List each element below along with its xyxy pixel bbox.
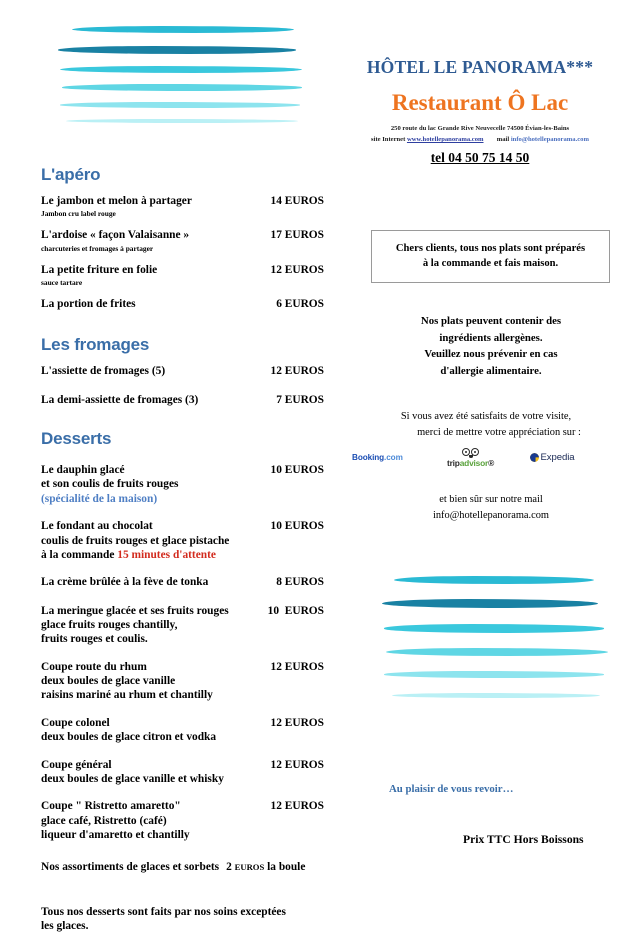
brush-artwork-bottom xyxy=(378,570,610,730)
menu-item-sub: charcuteries et fromages à partager xyxy=(41,243,154,253)
menu-item xyxy=(41,575,324,589)
trip-part-a: trip xyxy=(447,457,460,468)
menu-item-name: Le dauphin glacé xyxy=(41,464,125,477)
menu-item xyxy=(41,364,324,378)
menu-item-desc: et son coulis de fruits rouges xyxy=(41,478,179,491)
menu-item-sub: sauce tartare xyxy=(41,278,83,288)
menu-item-desc: fruits rouges et coulis. xyxy=(41,633,148,646)
address-block xyxy=(330,124,630,145)
mail-label: mail xyxy=(496,136,510,144)
menu-item-note: (spécialité de la maison) xyxy=(41,492,158,505)
menu-item-name: Coupe général xyxy=(41,758,112,771)
assortment-suffix: la boule xyxy=(264,861,306,874)
allergy-line-2: ingrédients allergènes. xyxy=(439,331,543,344)
menu-item xyxy=(41,519,324,562)
menu-item-desc: liqueur d'amaretto et chantilly xyxy=(41,828,190,841)
menu-item-name: Le fondant au chocolat xyxy=(41,520,153,533)
menu-item-note: 15 minutes d'attente xyxy=(117,548,216,561)
expedia-logo-text: Expedia xyxy=(540,452,575,463)
menu-item-name: La petite friture en folie xyxy=(41,263,158,276)
menu-item-price: 17 EUROS xyxy=(270,229,324,242)
footnote-line-1: Tous nos desserts sont faits par nos soins exceptées xyxy=(41,905,286,918)
menu-item xyxy=(41,604,324,647)
tripadvisor-logo[interactable] xyxy=(447,448,494,468)
desserts-footnote xyxy=(41,905,324,934)
restaurant-name: Restaurant Ô Lac xyxy=(391,90,569,116)
menu-item xyxy=(41,263,324,288)
menu-item xyxy=(41,758,324,787)
section-heading-desserts: Desserts xyxy=(41,429,112,449)
owl-icon xyxy=(462,448,479,457)
menu-item-desc: deux boules de glace vanille xyxy=(41,675,176,688)
menu-item-name: La meringue glacée et ses fruits rouges xyxy=(41,604,229,617)
menu-item-name: Coupe route du rhum xyxy=(41,660,147,673)
booking-dot: .com xyxy=(384,453,403,462)
menu-item-desc: deux boules de glace citron et vodka xyxy=(41,731,217,744)
allergy-line-3: Veuillez nous prévenir en cas xyxy=(424,348,558,361)
notice-line-1: Chers clients, tous nos plats sont préparés xyxy=(395,243,586,255)
mail-line-2[interactable]: info@hotellepanorama.com xyxy=(432,510,550,522)
assortment-price xyxy=(226,861,305,873)
allergy-line-4: d'allergie alimentaire. xyxy=(440,365,542,378)
address-line: 250 route du lac Grande Rive Neuvecelle 74500 Évian-les-Bains xyxy=(390,124,570,132)
review-site-logos xyxy=(352,448,614,474)
menu-item-price: 8 EUROS xyxy=(276,576,324,589)
menu-item-name: Le jambon et melon à partager xyxy=(41,195,192,207)
trip-part-b: advisor xyxy=(459,457,489,468)
menu-item-price: 12 EUROS xyxy=(270,365,324,378)
menu-item-sub: Jambon cru label rouge xyxy=(41,209,116,219)
menu-item-price: 6 EUROS xyxy=(276,298,324,311)
trip-part-c: ® xyxy=(488,457,495,468)
menu-item-note-line xyxy=(41,548,324,562)
review-line-1: Si vous avez été satisfaits de votre visite, xyxy=(400,411,572,422)
mail-invitation xyxy=(366,492,616,524)
menu-item xyxy=(41,393,324,407)
menu-item-price: 12 EUROS xyxy=(270,716,324,729)
review-request xyxy=(348,409,624,441)
hotel-name: HÔTEL LE PANORAMA*** xyxy=(366,57,594,77)
menu-item xyxy=(41,716,324,745)
section-heading-fromages: Les fromages xyxy=(41,335,150,355)
menu-item-desc: coulis de fruits rouges et glace pistache xyxy=(41,534,230,547)
menu-item-desc: raisins mariné au rhum et chantilly xyxy=(41,689,213,702)
assortment-unit: EUROS xyxy=(234,862,265,873)
tripadvisor-logo-text xyxy=(447,458,494,468)
phone-number[interactable]: tel 04 50 75 14 50 xyxy=(430,149,530,165)
assortment-amount: 2 xyxy=(226,861,235,874)
booking-com-logo[interactable] xyxy=(352,453,403,462)
contact-line xyxy=(330,135,630,145)
menu-item xyxy=(41,463,324,506)
menu-item-name: Coupe " Ristretto amaretto" xyxy=(41,800,181,813)
menu-item xyxy=(41,799,324,842)
menu-item-price: 12 EUROS xyxy=(270,800,324,813)
mail-link[interactable]: info@hotellepanorama.com xyxy=(510,136,589,144)
menu-item-name: La demi-assiette de fromages (3) xyxy=(41,393,199,406)
section-heading-apero: L'apéro xyxy=(41,165,101,184)
menu-item-price: 10 EUROS xyxy=(270,464,324,477)
menu-item-price: 14 EUROS xyxy=(270,195,324,207)
assortment-label: Nos assortiments de glaces et sorbets xyxy=(41,861,220,874)
menu-item xyxy=(41,194,324,219)
brush-artwork-top xyxy=(52,22,302,142)
menu-item-desc: glace café, Ristretto (café) xyxy=(41,814,167,827)
restaurant-header xyxy=(330,58,630,166)
menu-item-price: 10 EUROS xyxy=(267,604,324,617)
menu-item-name: L'ardoise « façon Valaisanne » xyxy=(41,229,190,242)
menu-item-name: Coupe colonel xyxy=(41,716,110,729)
menu-item xyxy=(41,660,324,703)
menu-item-name: La crème brûlée à la fève de tonka xyxy=(41,576,209,589)
assortment-line xyxy=(41,860,324,874)
notice-box xyxy=(371,230,610,283)
website-label: site Internet xyxy=(371,136,406,144)
globe-icon xyxy=(530,453,539,462)
booking-logo-text xyxy=(352,453,403,462)
allergy-line-1: Nos plats peuvent contenir des xyxy=(420,315,562,327)
review-line-2: merci de mettre votre appréciation sur : xyxy=(417,427,581,439)
mail-line-1: et bien sûr sur notre mail xyxy=(439,494,543,505)
menu-item-desc: glace fruits rouges chantilly, xyxy=(41,618,178,631)
farewell-text: Au plaisir de vous revoir… xyxy=(389,783,514,795)
menu-item-name: L'assiette de fromages (5) xyxy=(41,365,166,378)
price-disclaimer: Prix TTC Hors Boissons xyxy=(463,833,584,846)
menu-item-name: La portion de frites xyxy=(41,298,136,311)
footnote-line-2: les glaces. xyxy=(41,920,89,933)
allergy-notice xyxy=(366,313,616,380)
notice-line-2: à la commande et fais maison. xyxy=(422,257,559,269)
menu-item-price: 12 EUROS xyxy=(270,263,324,276)
menu-column xyxy=(41,165,324,934)
expedia-logo[interactable] xyxy=(530,452,574,463)
note-prefix: à la commande xyxy=(41,548,118,561)
website-link[interactable]: www.hotellepanorama.com xyxy=(406,136,484,144)
menu-item-desc: deux boules de glace vanille et whisky xyxy=(41,772,224,785)
menu-item-price: 12 EUROS xyxy=(270,660,324,673)
menu-item-price: 7 EUROS xyxy=(276,393,324,406)
menu-item xyxy=(41,297,324,311)
booking-main: Booking xyxy=(352,453,385,462)
menu-item-price: 10 EUROS xyxy=(270,520,324,533)
menu-item-price: 12 EUROS xyxy=(270,758,324,771)
menu-item xyxy=(41,228,324,253)
